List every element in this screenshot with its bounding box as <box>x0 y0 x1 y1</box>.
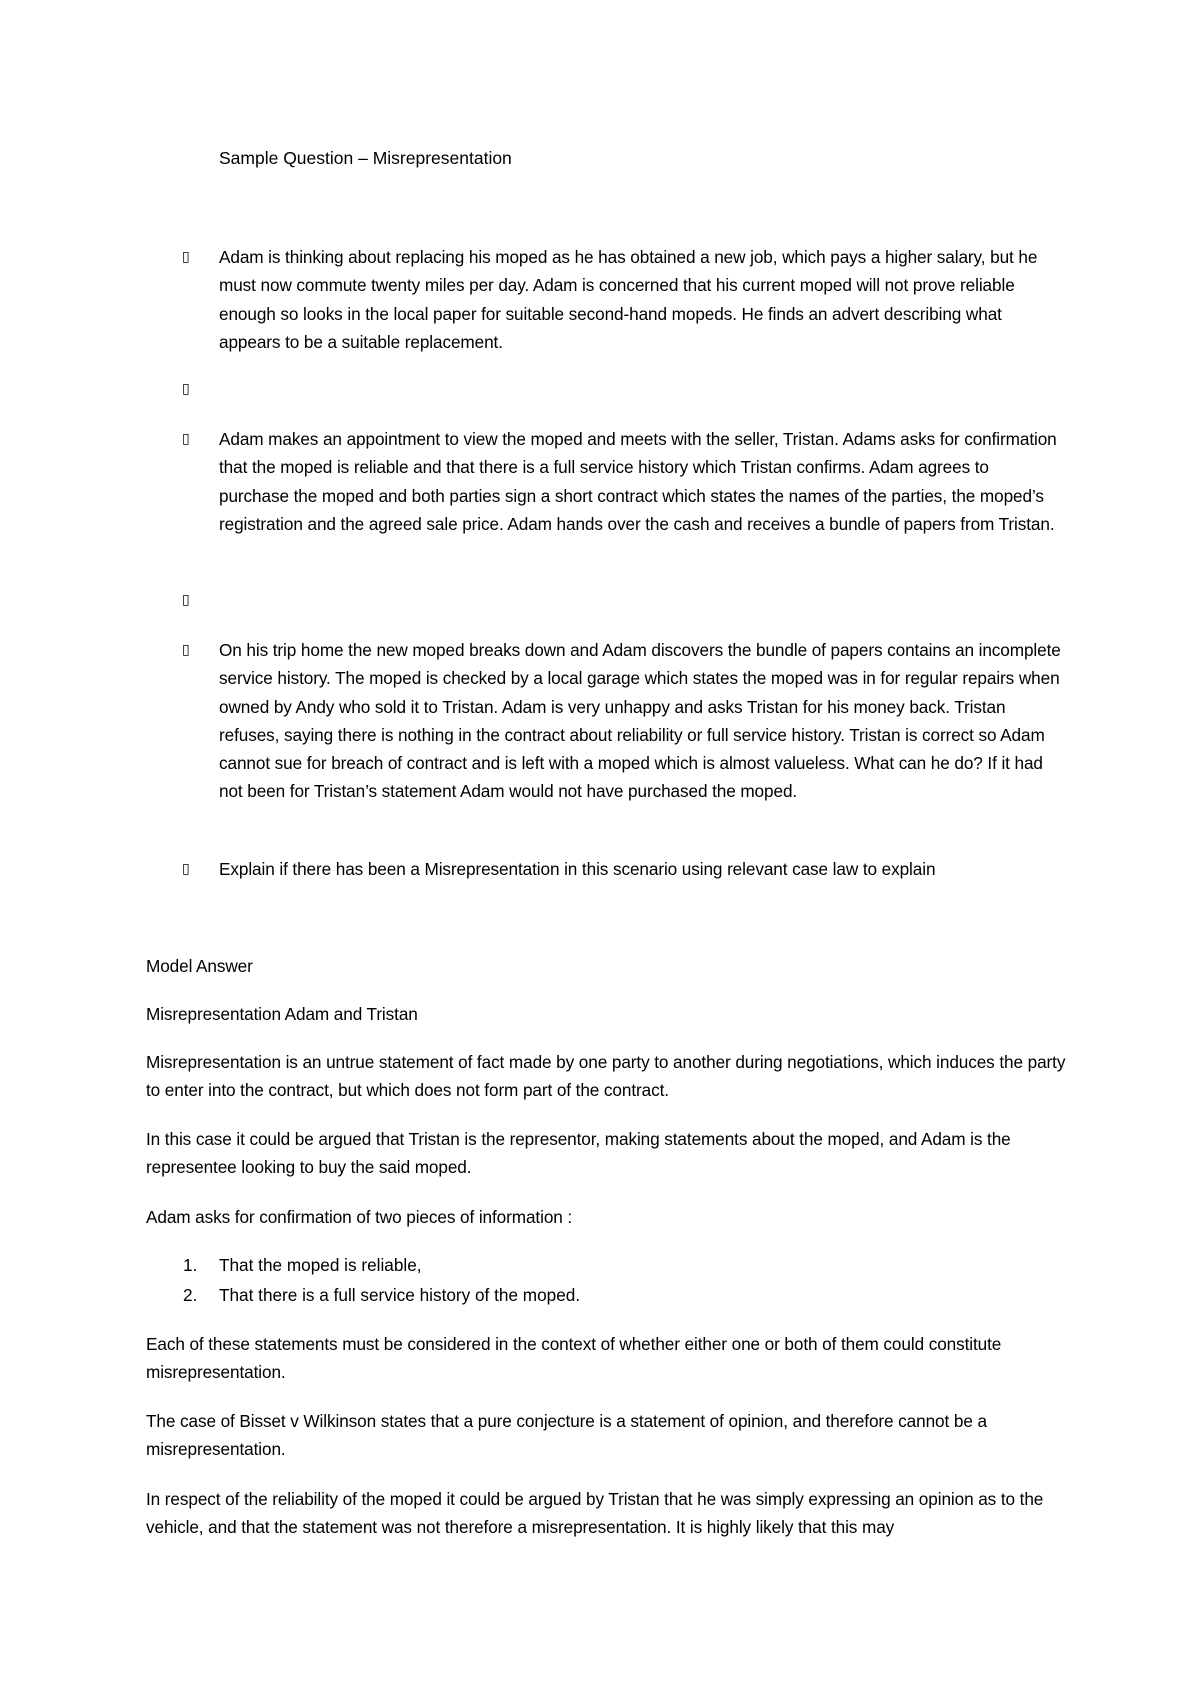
list-number: 2. <box>183 1285 198 1305</box>
question-heading: Sample Question – Misrepresentation <box>219 148 512 168</box>
bullet-icon: ▯ <box>182 592 190 608</box>
scenario-text-5: On his trip home the new moped breaks down and Adam discovers the bundle of papers contains an incomplete service history. The moped is checked by a local garage which states the moped was in for regular repairs when owned by Andy who sold it to Tristan. Adam is very unhappy and asks Tristan for his money back. Tristan refuses, saying there is nothing in the contract about reliability or full service history. Tristan is correct so Adam cannot sue for breach of contract and is left with a moped which is almost valueless. What can he do? If it had not been for Tristan’s statement Adam would not have purchased the moped. <box>219 640 1061 802</box>
paragraph-1: Misrepresentation is an untrue statement of fact made by one party to another during negotiations, which induces the party to enter into the contract, but which does not form part of the contract. <box>146 1052 1066 1101</box>
scenario-text-3: Adam makes an appointment to view the moped and meets with the seller, Tristan. Adams asks for confirmation that the moped is reliable and that there is a full service history which Tristan confirms. Adam agrees to purchase the moped and both parties sign a short contract which states the names of the parties, the moped’s registration and the agreed sale price. Adam hands over the cash and receives a bundle of papers from Tristan. <box>219 429 1057 534</box>
scenario-text-6: Explain if there has been a Misrepresentation in this scenario using relevant case law to explain <box>219 859 936 879</box>
scenario-text-1: Adam is thinking about replacing his moped as he has obtained a new job, which pays a higher salary, but he must now commute twenty miles per day. Adam is concerned that his current moped will not prove reliable enough so looks in the local paper for suitable second-hand mopeds. He finds an advert describing what appears to be a suitable replacement. <box>219 247 1038 352</box>
bullet-icon: ▯ <box>182 249 190 265</box>
paragraph-4: Each of these statements must be considered in the context of whether either one or both of them could constitute misrepresentation. <box>146 1334 1002 1383</box>
list-number: 1. <box>183 1255 198 1275</box>
list-text: That the moped is reliable, <box>219 1255 422 1275</box>
bullet-icon: ▯ <box>182 861 190 877</box>
model-answer-title: Model Answer <box>146 956 253 976</box>
answer-subtitle: Misrepresentation Adam and Tristan <box>146 1004 418 1024</box>
bullet-icon: ▯ <box>182 381 190 397</box>
bullet-icon: ▯ <box>182 431 190 447</box>
paragraph-5: The case of Bisset v Wilkinson states that a pure conjecture is a statement of opinion, and therefore cannot be a misrepresentation. <box>146 1411 987 1460</box>
paragraph-6: In respect of the reliability of the moped it could be argued by Tristan that he was simply expressing an opinion as to the vehicle, and that the statement was not therefore a misrepresentation. It is highly likely that this may <box>146 1489 1044 1538</box>
bullet-icon: ▯ <box>182 642 190 658</box>
paragraph-2: In this case it could be argued that Tristan is the representor, making statements about the moped, and Adam is the representee looking to buy the said moped. <box>146 1129 1011 1178</box>
list-text: That there is a full service history of the moped. <box>219 1285 581 1305</box>
paragraph-3: Adam asks for confirmation of two pieces of information : <box>146 1207 573 1227</box>
